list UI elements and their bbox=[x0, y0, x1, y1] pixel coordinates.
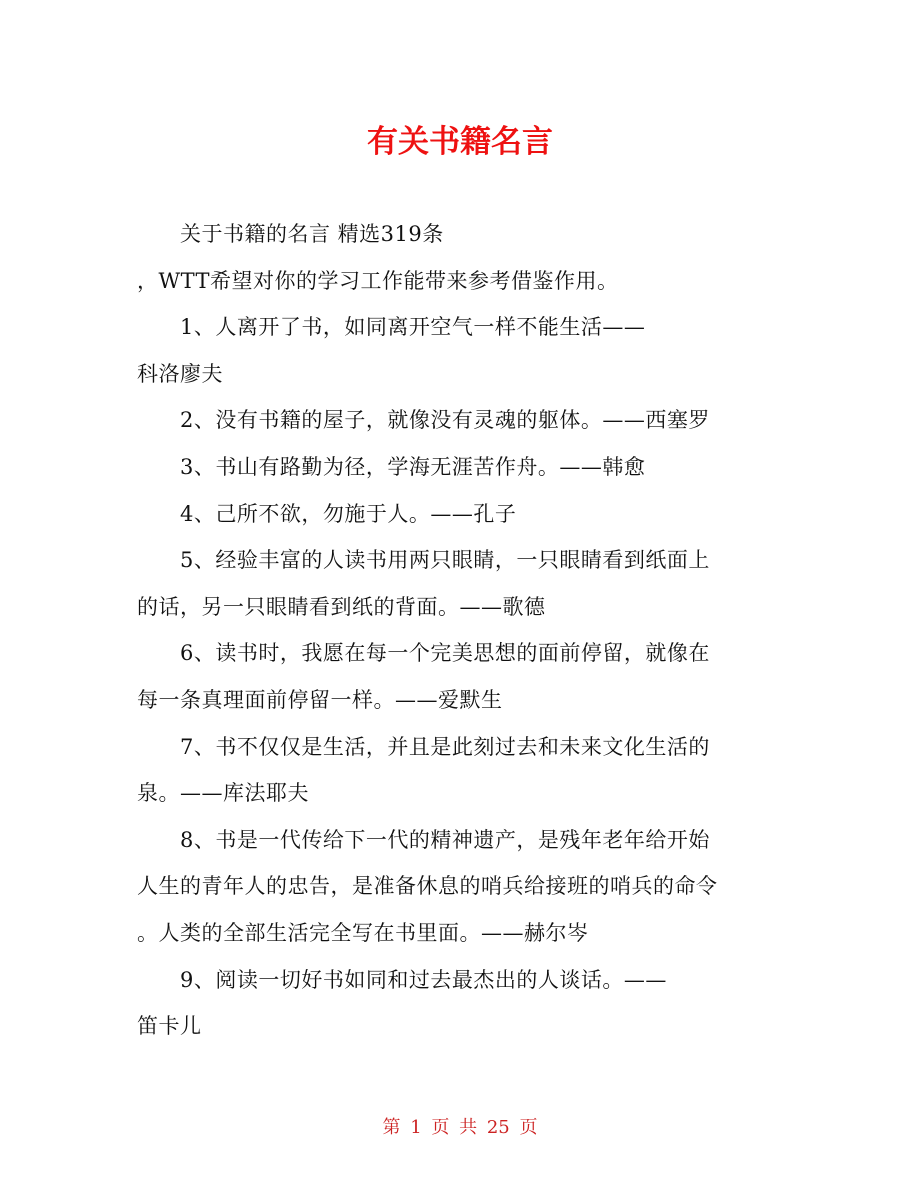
text-line: 3、书山有路勤为径，学海无涯苦作舟。——韩愈 bbox=[180, 454, 646, 479]
page-title: 有关书籍名言 bbox=[367, 124, 553, 160]
text-line: 。人类的全部生活完全写在书里面。——赫尔岑 bbox=[137, 920, 589, 945]
text-line: ，WTT希望对你的学习工作能带来参考借鉴作用。 bbox=[137, 268, 619, 293]
text-line: 科洛廖夫 bbox=[137, 361, 223, 386]
text-line: 8、书是一代传给下一代的精神遗产，是残年老年给开始 bbox=[180, 827, 710, 852]
text-line: 1、人离开了书，如同离开空气一样不能生活—— bbox=[180, 315, 646, 340]
document-body bbox=[137, 214, 797, 1053]
text-line: 的话，另一只眼睛看到纸的背面。——歌德 bbox=[137, 594, 546, 619]
text-line: 泉。——库法耶夫 bbox=[137, 781, 309, 806]
text-line: 7、书不仅仅是生活，并且是此刻过去和未来文化生活的 bbox=[180, 734, 710, 759]
page-footer: 第 1 页 共 25 页 bbox=[382, 1117, 538, 1138]
text-line: 笛卡儿 bbox=[137, 1014, 202, 1039]
text-line: 关于书籍的名言 精选319条 bbox=[180, 222, 444, 246]
text-line: 每一条真理面前停留一样。——爱默生 bbox=[137, 687, 503, 712]
text-line: 4、己所不欲，勿施于人。——孔子 bbox=[180, 501, 517, 526]
text-line: 9、阅读一切好书如同和过去最杰出的人谈话。—— bbox=[180, 967, 667, 992]
text-line: 2、没有书籍的屋子，就像没有灵魂的躯体。——西塞罗 bbox=[180, 408, 710, 433]
text-line: 人生的青年人的忠告，是准备休息的哨兵给接班的哨兵的命令 bbox=[137, 874, 718, 899]
text-line: 6、读书时，我愿在每一个完美思想的面前停留，就像在 bbox=[180, 641, 710, 666]
text-line: 5、经验丰富的人读书用两只眼睛，一只眼睛看到纸面上 bbox=[180, 548, 710, 573]
